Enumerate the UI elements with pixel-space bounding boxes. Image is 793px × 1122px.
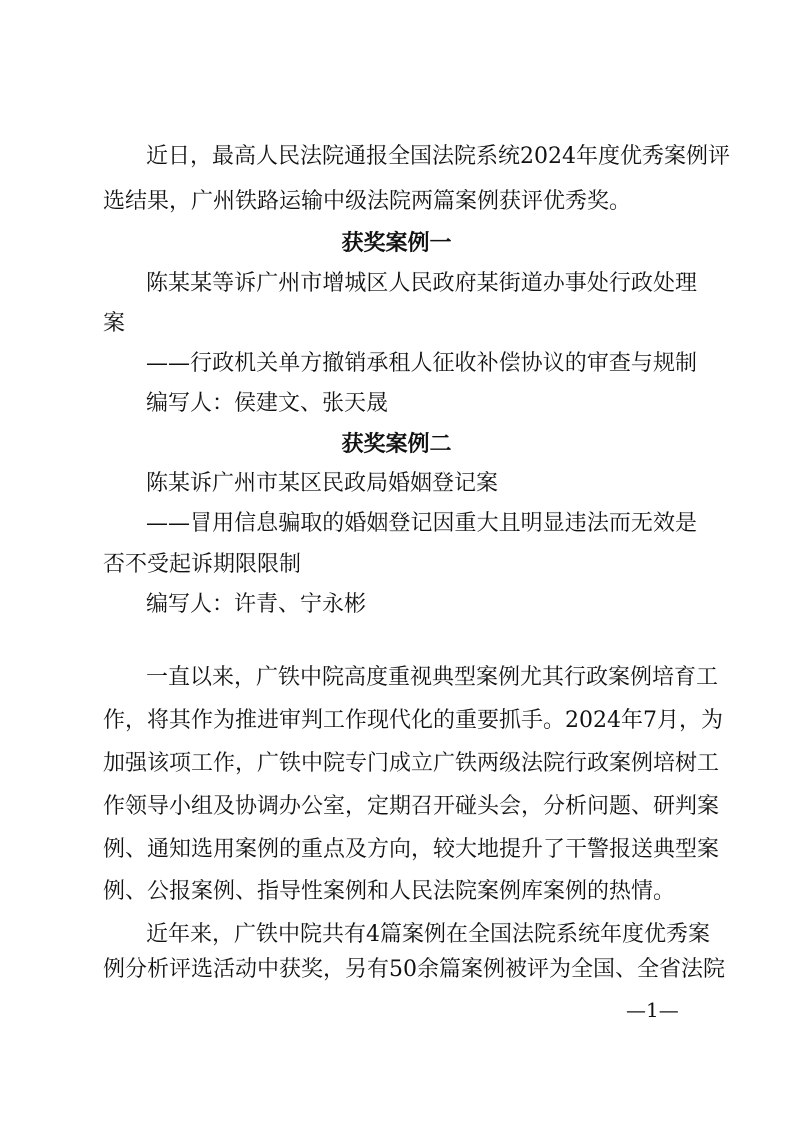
case1-title-line: 陈某某等诉广州市增城区人民政府某街道办事处行政处理 (146, 271, 697, 296)
intro-line: 选结果，广州铁路运输中级法院两篇案例获评优秀奖。 (103, 189, 632, 214)
case2-subtitle-line: 否不受起诉期限限制 (103, 552, 302, 577)
body-line: 作领导小组及协调办公室，定期召开碰头会，分析问题、研判案 (103, 794, 720, 819)
body-line: 例、公报案例、指导性案例和人民法院案例库案例的热情。 (103, 879, 676, 904)
case1-heading: 获奖案例一 (341, 231, 452, 256)
body-line: 作，将其作为推进审判工作现代化的重要抓手。2024年7月，为 (103, 708, 723, 733)
case2-authors: 编写人：许青、宁永彬 (146, 592, 367, 617)
case1-subtitle: ——行政机关单方撤销承租人征收补偿协议的审查与规制 (146, 351, 697, 376)
body-line: 例分析评选活动中获奖，另有50余篇案例被评为全国、全省法院 (103, 957, 725, 982)
body-line: 一直以来，广铁中院高度重视典型案例尤其行政案例培育工 (146, 665, 719, 690)
case1-title-line: 案 (103, 311, 126, 336)
body-line: 加强该项工作，广铁中院专门成立广铁两级法院行政案例培树工 (103, 751, 720, 776)
case2-heading: 获奖案例二 (341, 432, 452, 457)
case2-title: 陈某诉广州市某区民政局婚姻登记案 (146, 471, 499, 496)
intro-line: 近日，最高人民法院通报全国法院系统2024年度优秀案例评 (146, 144, 730, 169)
page-number: —1— (626, 998, 679, 1022)
case2-subtitle-line: ——冒用信息骗取的婚姻登记因重大且明显违法而无效是 (146, 511, 697, 536)
body-line: 例、通知选用案例的重点及方向，较大地提升了干警报送典型案 (103, 837, 720, 862)
case1-authors: 编写人：侯建文、张天晟 (146, 391, 389, 416)
body-line: 近年来，广铁中院共有4篇案例在全国法院系统年度优秀案 (146, 922, 710, 947)
